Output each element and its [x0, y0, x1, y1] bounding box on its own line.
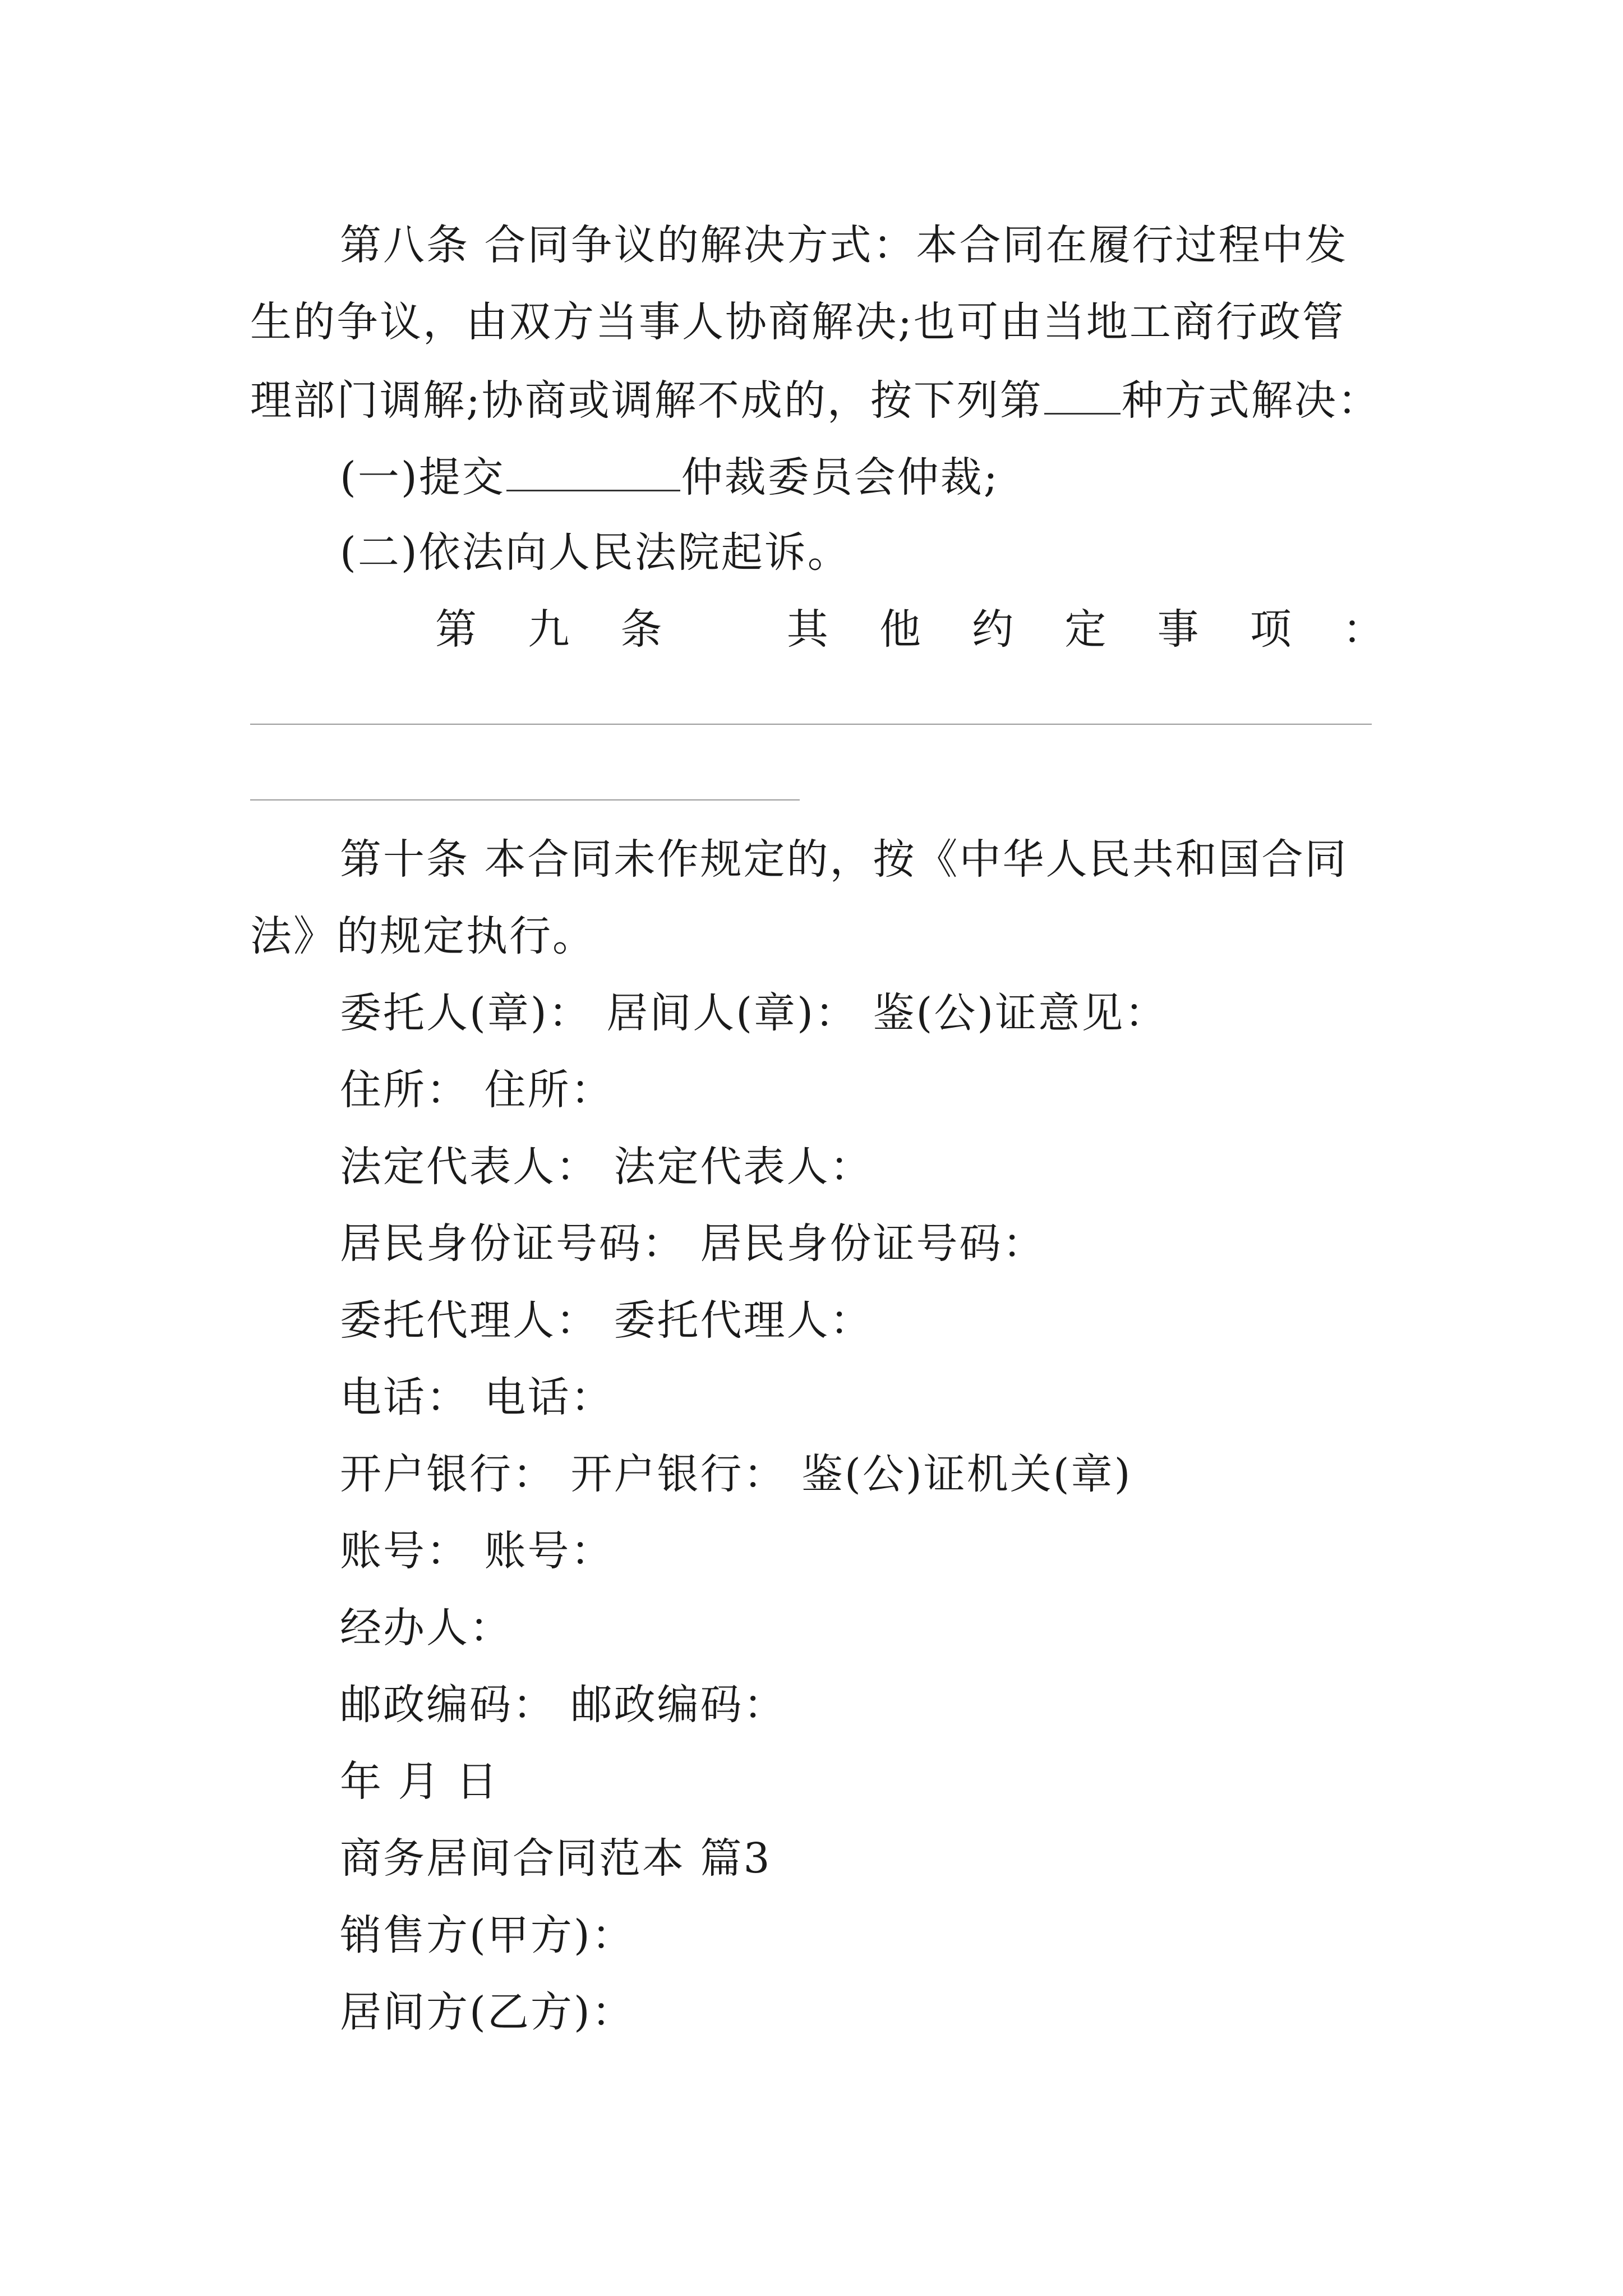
- article-10-line-2: 法》的规定执行。: [250, 912, 596, 960]
- article-9-char: 约: [972, 605, 1014, 654]
- signature-row-account: 账号： 账号：: [340, 1527, 614, 1575]
- signature-row-agent: 委托代理人： 委托代理人：: [340, 1296, 873, 1345]
- signature-row-legal-rep: 法定代表人： 法定代表人：: [340, 1143, 873, 1191]
- article-9-char: 项: [1249, 605, 1292, 654]
- article-8-line-3-text: 理部门调解;协商或调解不成的，按下列第: [250, 376, 1043, 425]
- litigation-option: (二)依法向人民法院起诉。: [340, 528, 851, 577]
- broker-party-label: 居间方(乙方)：: [340, 1988, 635, 2036]
- article-10-line-1: 第十条 本合同未作规定的，按《中华人民共和国合同: [340, 835, 1348, 884]
- signature-row-id-number: 居民身份证号码： 居民身份证号码：: [340, 1220, 1046, 1268]
- article-9-char: 第: [435, 605, 477, 654]
- article-9-fill-line-2: [250, 799, 800, 800]
- signature-row-address: 住所： 住所：: [340, 1066, 614, 1114]
- arbitration-option: [340, 453, 999, 501]
- article-8-line-1: 第八条 合同争议的解决方式：本合同在履行过程中发: [340, 221, 1348, 269]
- section-title: 商务居间合同范本 篇3: [340, 1834, 772, 1883]
- seller-party-label: 销售方(甲方)：: [340, 1911, 635, 1959]
- article-9-heading: [435, 605, 1384, 654]
- article-8-line-3: [250, 376, 1381, 425]
- method-number-blank: [1044, 378, 1121, 415]
- article-9-char: 条: [620, 605, 662, 654]
- signature-row-phone: 电话： 电话：: [340, 1373, 614, 1421]
- article-8-line-3-tail: 种方式解决：: [1121, 376, 1381, 425]
- signature-row-handler: 经办人：: [340, 1604, 513, 1652]
- signature-row-seals: 委托人(章)： 居间人(章)： 鉴(公)证意见：: [340, 989, 1168, 1037]
- article-9-char: 其: [786, 605, 828, 654]
- article-9-char: 事: [1157, 605, 1199, 654]
- article-9-fill-line-1: [250, 724, 1372, 725]
- signature-row-date: 年 月 日: [340, 1757, 500, 1806]
- signature-row-bank: 开户银行： 开户银行： 鉴(公)证机关(章): [340, 1450, 1132, 1498]
- article-9-char: 九: [528, 605, 570, 654]
- article-9-char: ：: [1342, 605, 1384, 654]
- article-9-char: 他: [879, 605, 921, 654]
- article-9-gap: [713, 609, 736, 650]
- signature-row-postcode: 邮政编码： 邮政编码：: [340, 1681, 787, 1729]
- arbitration-option-tail: 仲裁委员会仲裁;: [681, 453, 999, 501]
- arbitration-option-label: (一)提交: [340, 453, 505, 501]
- article-9-char: 定: [1064, 605, 1106, 654]
- arbitration-body-blank: [506, 455, 680, 491]
- article-8-line-2: 生的争议，由双方当事人协商解决;也可由当地工商行政管: [250, 298, 1345, 346]
